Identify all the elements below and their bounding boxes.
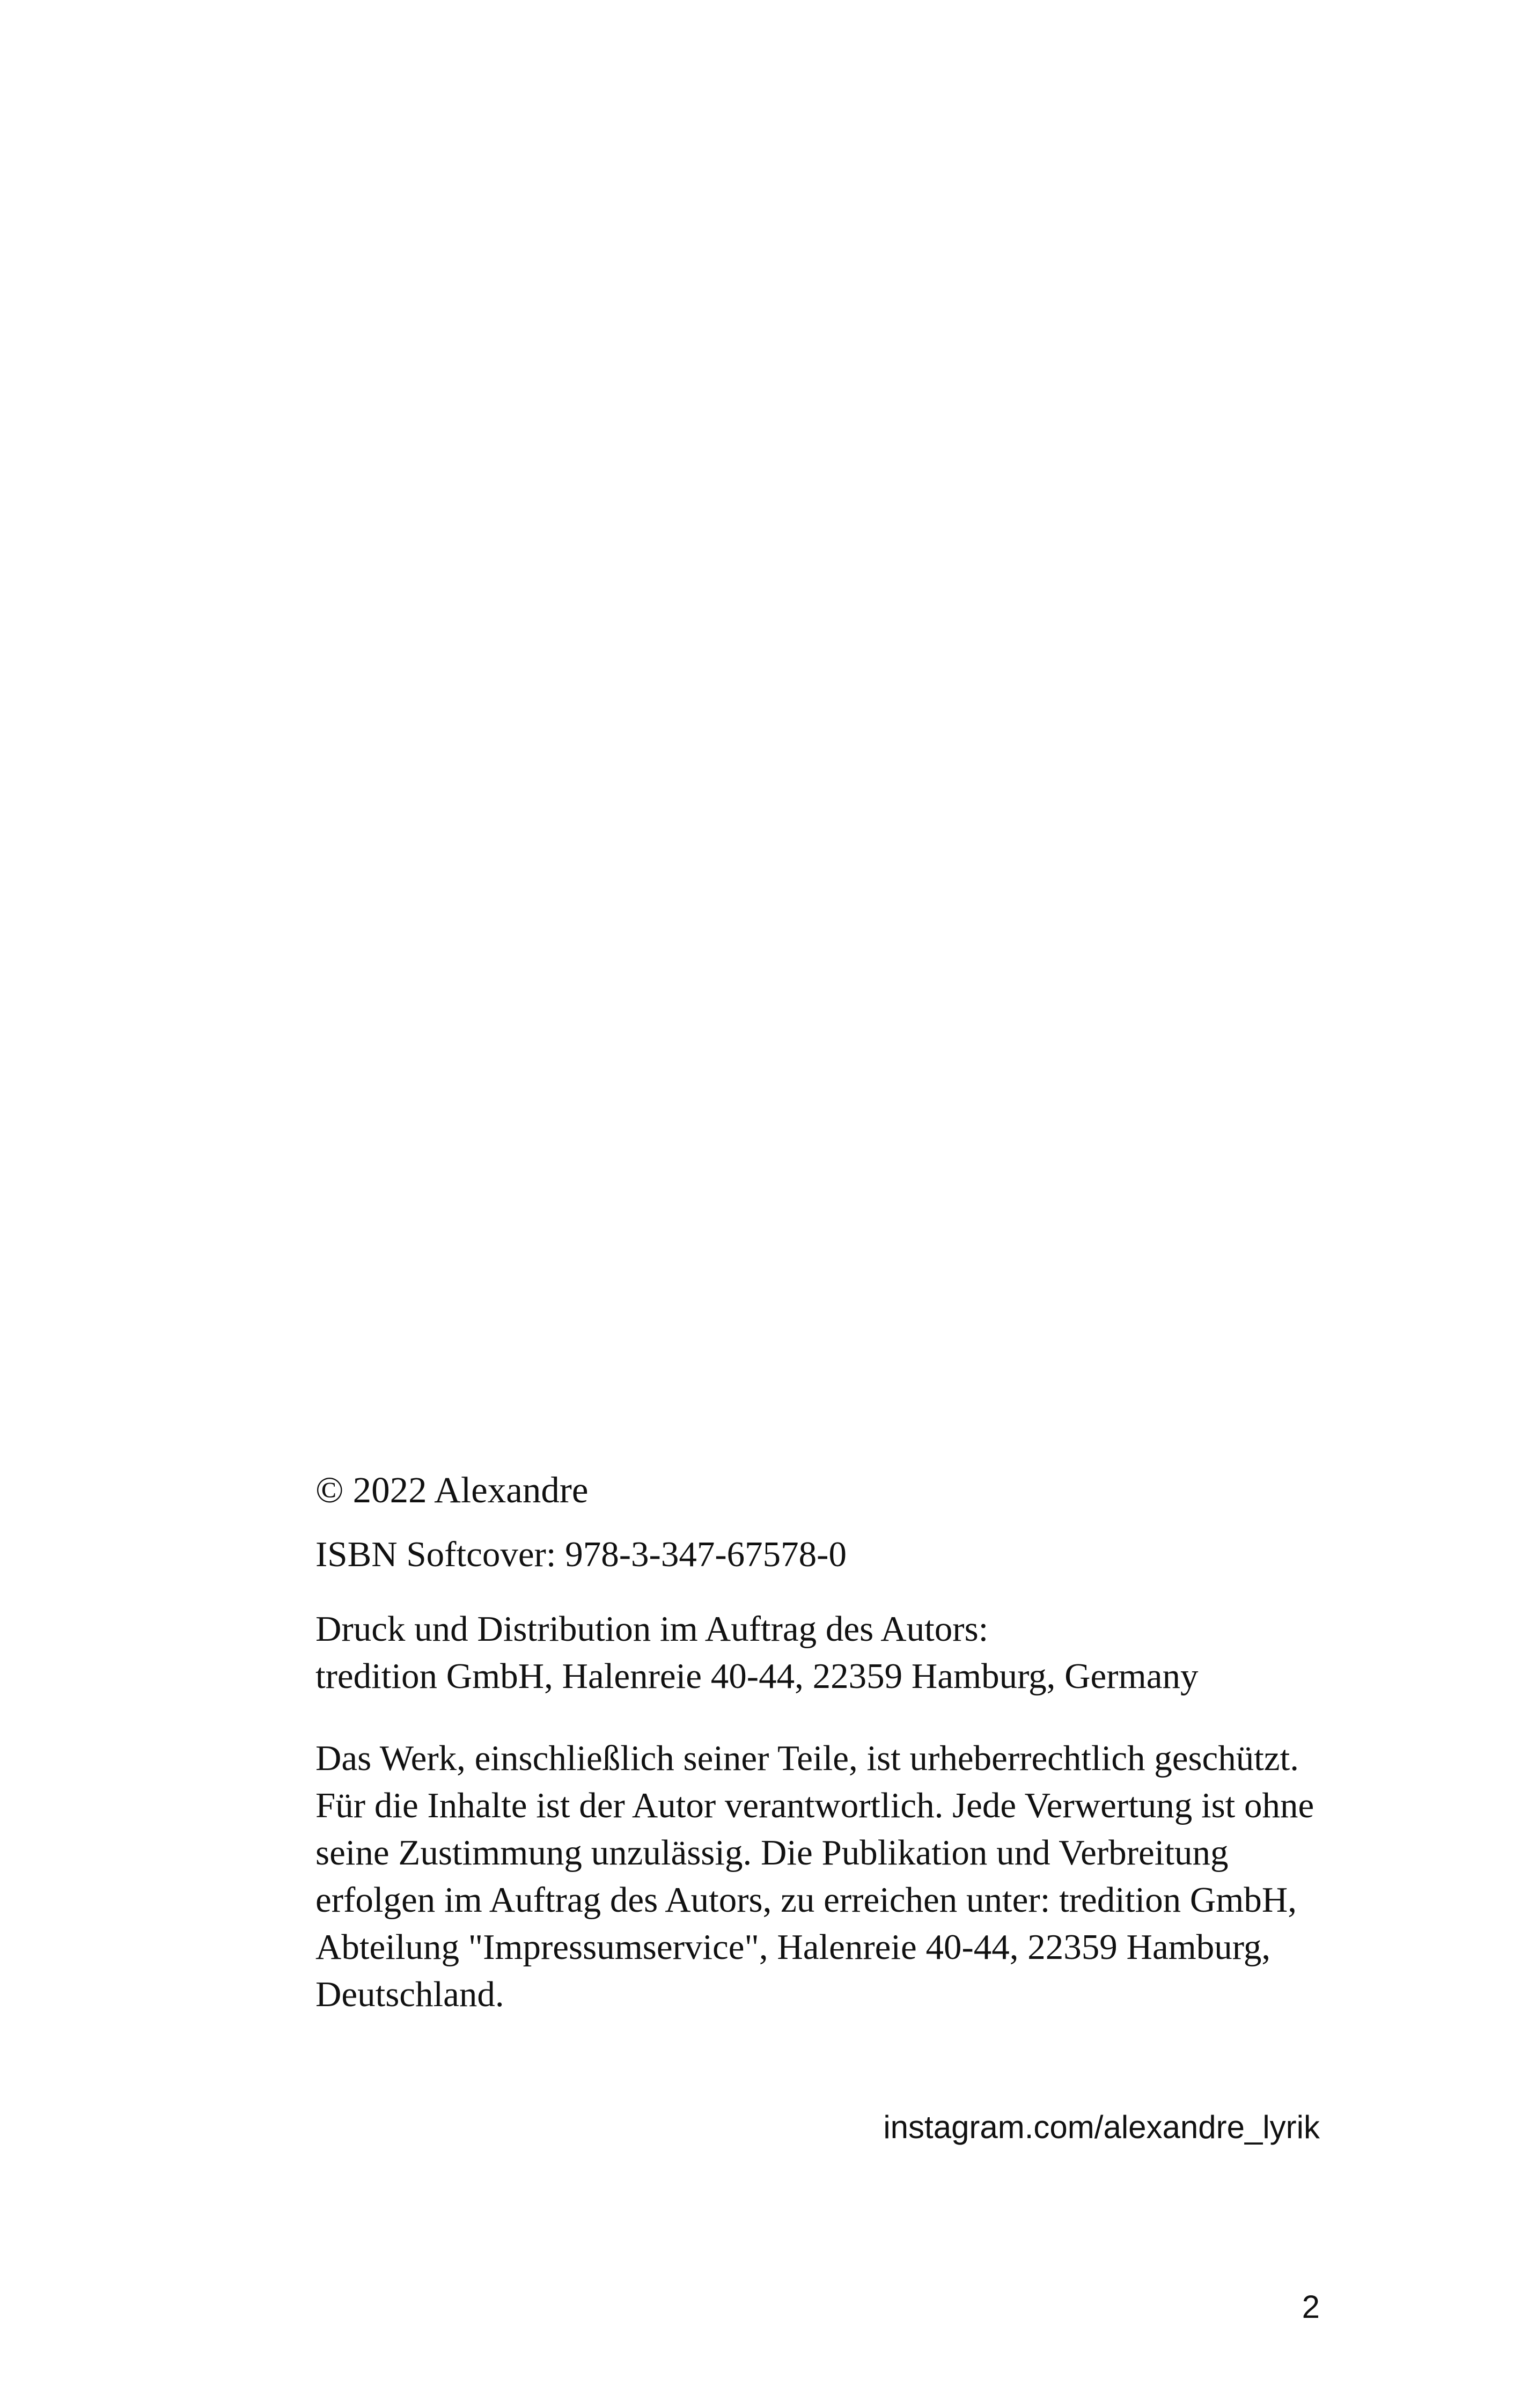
instagram-link: instagram.com/alexandre_lyrik [883,2109,1320,2145]
rights-line-2: Für die Inhalte ist der Autor verantwortlich. Jede Verwertung ist ohne [315,1786,1314,1825]
rights-line-1: Das Werk, einschließlich seiner Teile, ist urheberrechtlich geschützt. [315,1738,1299,1778]
rights-line-6: Deutschland. [315,1974,504,2014]
printing-line-1: Druck und Distribution im Auftrag des Autors: [315,1609,989,1649]
printing-distribution [315,1605,1388,1700]
page-number: 2 [1302,2289,1320,2325]
printing-line-2: tredition GmbH, Halenreie 40-44, 22359 Hamburg, Germany [315,1656,1199,1696]
rights-line-4: erfolgen im Auftrag des Autors, zu erreichen unter: tredition GmbH, [315,1880,1297,1920]
copyright-notice: © 2022 Alexandre [315,1470,589,1510]
isbn-line: ISBN Softcover: 978-3-347-67578-0 [315,1535,847,1574]
rights-line-5: Abteilung "Impressumservice", Halenreie 40-44, 22359 Hamburg, [315,1927,1271,1967]
rights-notice [315,1735,1388,2018]
rights-line-3: seine Zustimmung unzulässig. Die Publikation und Verbreitung [315,1833,1229,1873]
